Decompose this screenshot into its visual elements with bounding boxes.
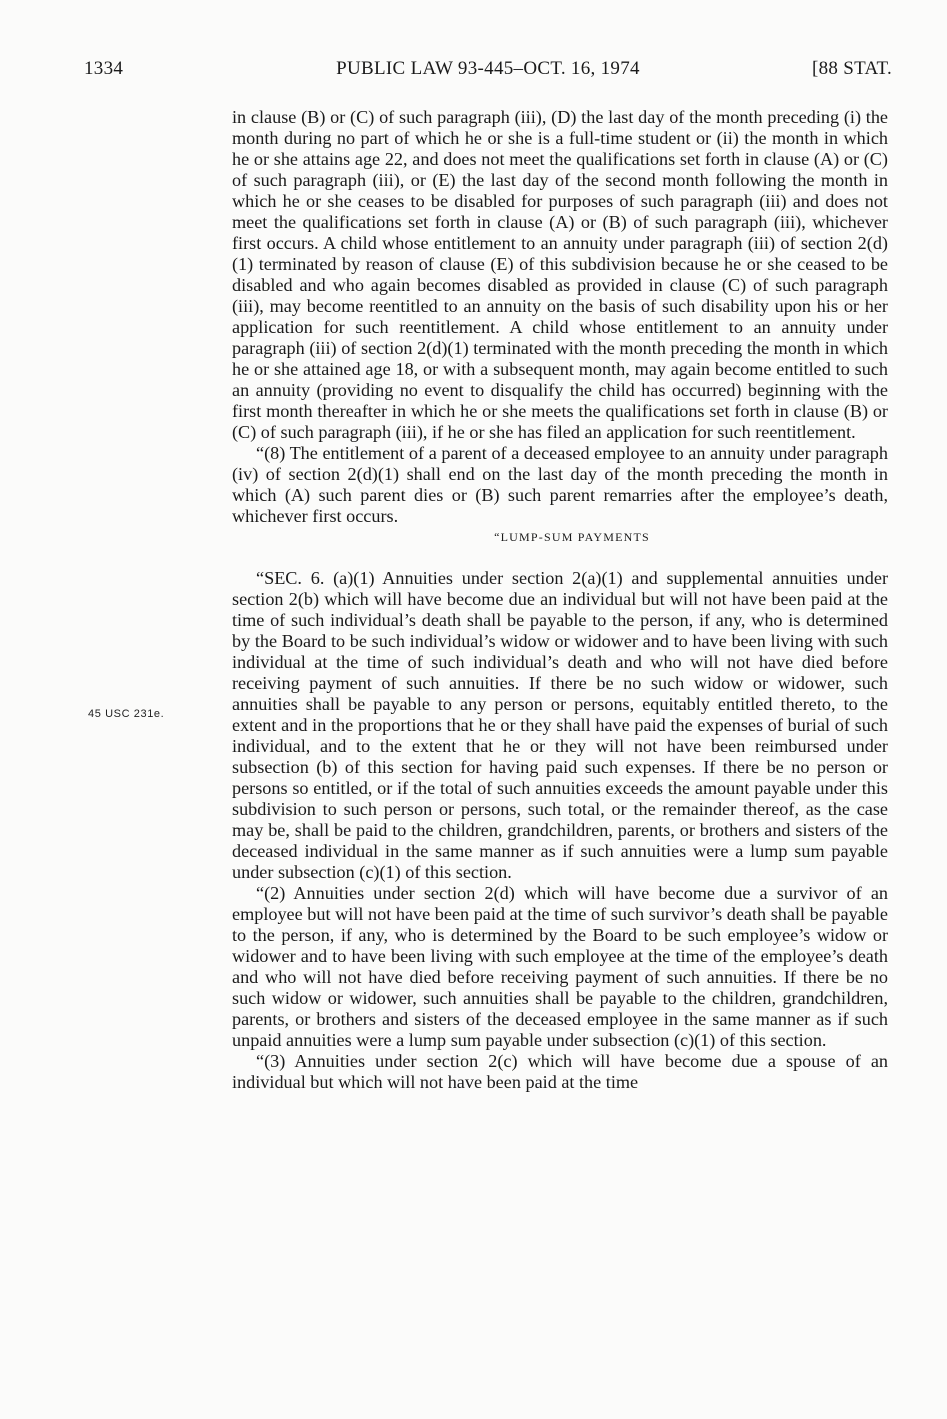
paragraph-sec-6-a-2: “(2) Annuities under section 2(d) which will have become due a survivor of an employee but will not have been paid at the time of such survivor’s death shall be payable to the person, if any, who is determined by the Board to be such employee’s widow or widower and to have been living with such employee at the time of the employee’s death and who will not have died before receiving payment of such annuities. If there be no such widow or widower, such annuities shall be payable to the children, grandchildren, parents, or brothers and sisters of the deceased employee in the same manner as if such unpaid annuities were a lump sum payable under subsection (c)(1) of this section.: [232, 883, 888, 1050]
page-header: [84, 58, 892, 82]
body-text: [232, 107, 888, 1093]
heading-spacer: [232, 548, 888, 568]
paragraph-sec-6-a-1: “SEC. 6. (a)(1) Annuities under section 2(a)(1) and supplemental annuities under section 2(b) which will have become due an individual but will not have been paid at the time of such individual’s death shall be payable to the person, if any, who is determined by the Board to be such individual’s widow or widower and to have been living with such individual at the time of such individual’s death and who will not have died before receiving payment of such annuities. If there be no such widow or widower, such annuities shall be payable to any person or persons, equitably entitled thereto, to the extent and in the proportions that he or they shall have paid the expenses of burial of such individual, and to the extent that he or they will not have been reimbursed under subsection (b) of this section for having paid such expenses. If there be no person or persons so entitled, or if the total of such annuities exceeds the amount payable under this subdivision to such person or persons, such total, or the remainder thereof, as the case may be, shall be paid to the children, grandchildren, parents, or brothers and sisters of the deceased individual in the same manner as if such annuities were a lump sum payable under subsection (c)(1) of this section.: [232, 568, 888, 882]
section-heading: “LUMP-SUM PAYMENTS: [494, 530, 650, 544]
running-title: PUBLIC LAW 93-445–OCT. 16, 1974: [336, 58, 640, 79]
paragraph-continuation: in clause (B) or (C) of such paragraph (iii), (D) the last day of the month preceding (i) the month during no part of which he or she is a full-time student or (ii) the month in which he or she attains age 22, and does not meet the qualifications set forth in clause (A) or (C) of such paragraph (iii), or (E) the last day of the second month following the month in which he or she ceases to be disabled for purposes of such paragraph (iii) and does not meet the qualifications set forth in clause (A) or (B) of such paragraph (iii), whichever first occurs. A child whose entitlement to an annuity under paragraph (iii) of section 2(d)(1) terminated by reason of clause (E) of this subdivision because he or she ceased to be disabled and who again becomes disabled as provided in clause (C) of such paragraph (iii), may become reentitled to an annuity on the basis of such disability upon his or her application for such reentitlement. A child whose entitlement to an annuity under paragraph (iii) of section 2(d)(1) terminated with the month preceding the month in which he or she attained age 18, or with a subsequent month, may again become entitled to such an annuity (providing no event to disqualify the child has occurred) beginning with the first month thereafter in which he or she meets the qualifications set forth in clause (B) or (C) of such paragraph (iii), if he or she has filed an application for such reentitlement.: [232, 107, 888, 442]
page-number: 1334: [84, 58, 124, 79]
margin-citation: 45 USC 231e.: [88, 708, 165, 720]
paragraph-sec-6-a-3: “(3) Annuities under section 2(c) which will have become due a spouse of an individual but which will not have been paid at the time: [232, 1051, 888, 1092]
paragraph-8: “(8) The entitlement of a parent of a deceased employee to an annuity under paragraph (iv) of section 2(d)(1) shall end on the last day of the month preceding the month in which (A) such parent dies or (B) such parent remarries after the employee’s death, whichever first occurs.: [232, 443, 888, 526]
statute-reference: [88 STAT.: [812, 58, 892, 79]
